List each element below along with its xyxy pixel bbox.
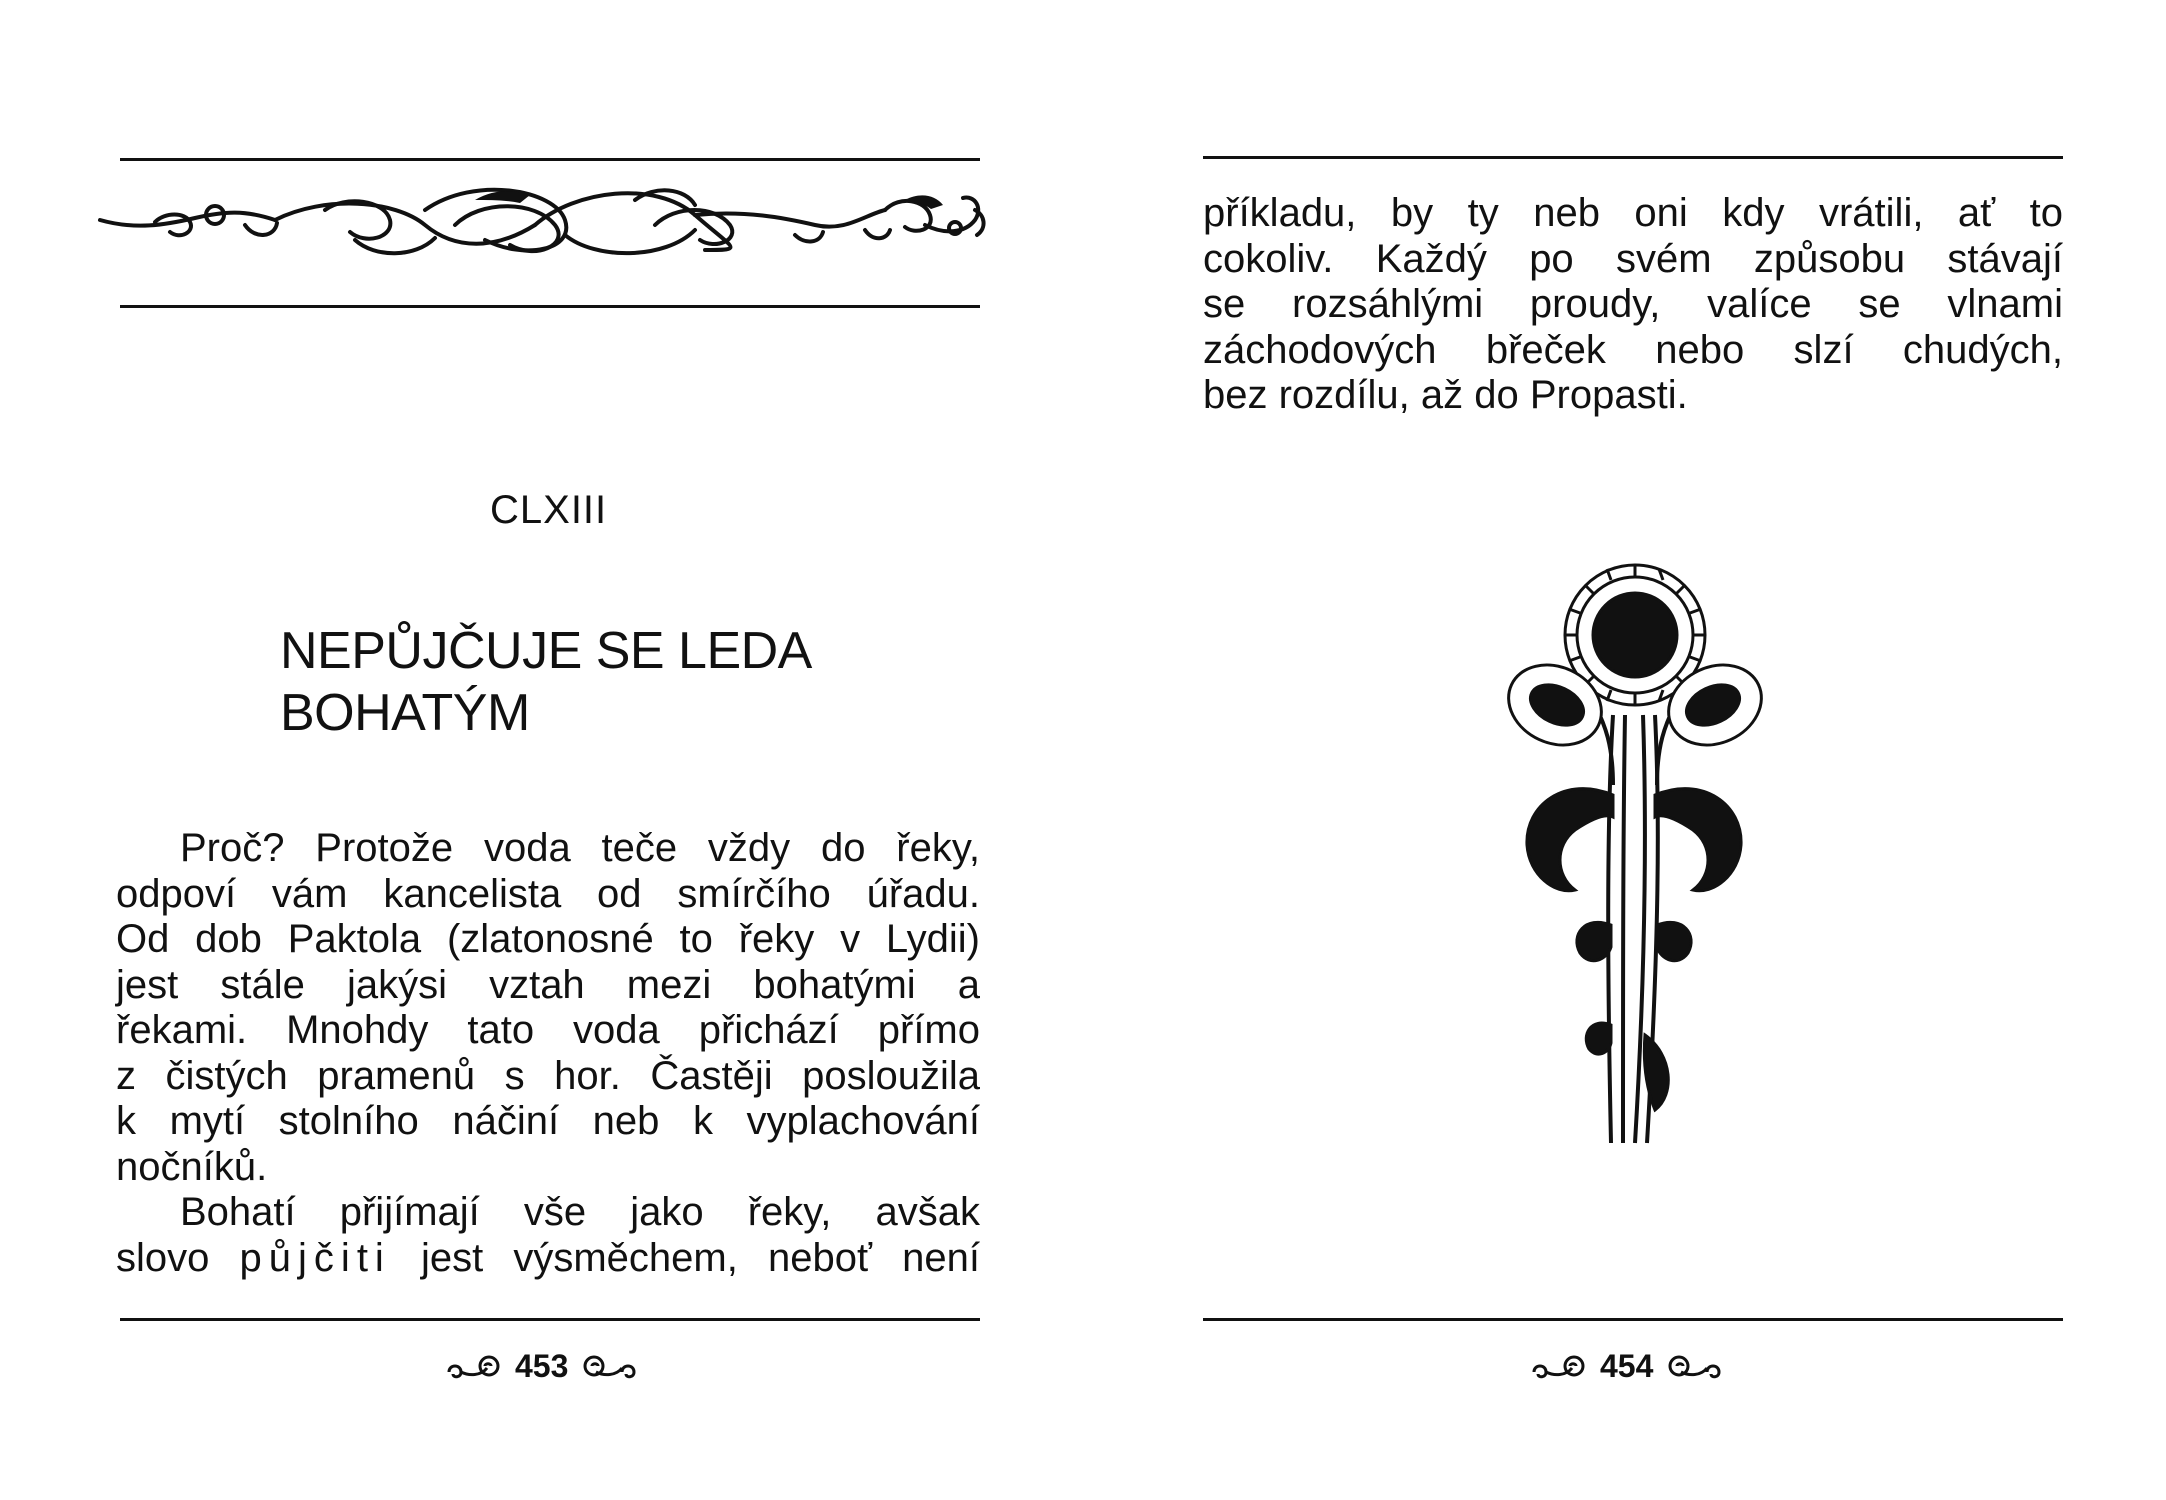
body-line: se rozsáhlými proudy, valíce se vlnami — [1203, 282, 2063, 326]
body-line: bez rozdílu, až do Propasti. — [1203, 373, 1688, 417]
right-scroll-flourish-icon — [1663, 1352, 1723, 1382]
body-line: Proč? Protože voda teče vždy do řeky, — [180, 826, 980, 870]
left-scroll-flourish-icon — [1530, 1352, 1590, 1382]
body-line: k mytí stolního náčiní neb k vyplachování — [116, 1099, 980, 1143]
body-line: záchodových břeček nebo slzí chudých, — [1203, 327, 2063, 372]
sunflower-illustration — [1495, 555, 1775, 1155]
chapter-title — [280, 620, 812, 744]
chapter-title-line-2: BOHATÝM — [280, 684, 530, 742]
right-body-text — [1203, 191, 2063, 419]
spaced-emphasis: půjčiti — [239, 1235, 391, 1280]
right-scroll-flourish-icon — [578, 1352, 638, 1382]
right-folio — [1530, 1348, 1723, 1385]
body-line: příkladu, by ty neb oni kdy vrátili, ať to — [1203, 191, 2063, 235]
left-bottom-rule — [120, 1318, 980, 1321]
page-number: 454 — [1600, 1348, 1654, 1384]
chapter-number: CLXIII — [490, 488, 608, 532]
body-line: odpoví vám kancelista od smírčího úřadu. — [116, 871, 980, 916]
text-run: slovo — [116, 1235, 240, 1280]
left-folio — [445, 1348, 638, 1385]
body-line: cokoliv. Každý po svém způsobu stávají — [1203, 236, 2063, 281]
body-line: řekami. Mnohdy tato voda přichází přímo — [116, 1008, 980, 1052]
left-scroll-flourish-icon — [445, 1352, 505, 1382]
right-top-rule — [1203, 156, 2063, 159]
body-line: Od dob Paktola (zlatonosné to řeky v Lydii) — [116, 917, 980, 961]
text-run: jest výsměchem, neboť není — [390, 1235, 981, 1280]
body-line: Bohatí přijímají vše jako řeky, avšak — [180, 1190, 980, 1234]
body-line-emphasis — [116, 1236, 980, 1282]
left-top-rule — [120, 158, 980, 161]
chapter-title-line-1: NEPŮJČUJE SE LEDA — [280, 622, 812, 680]
right-bottom-rule — [1203, 1318, 2063, 1321]
left-body-text — [116, 826, 980, 1281]
body-line: z čistých pramenů s hor. Častěji posloužila — [116, 1053, 980, 1098]
left-ornament-lower-rule — [120, 305, 980, 308]
body-line: nočníků. — [116, 1144, 268, 1189]
art-nouveau-vignette-ornament — [95, 180, 1000, 270]
body-line: jest stále jakýsi vztah mezi bohatými a — [116, 962, 980, 1007]
page-number: 453 — [515, 1348, 569, 1384]
